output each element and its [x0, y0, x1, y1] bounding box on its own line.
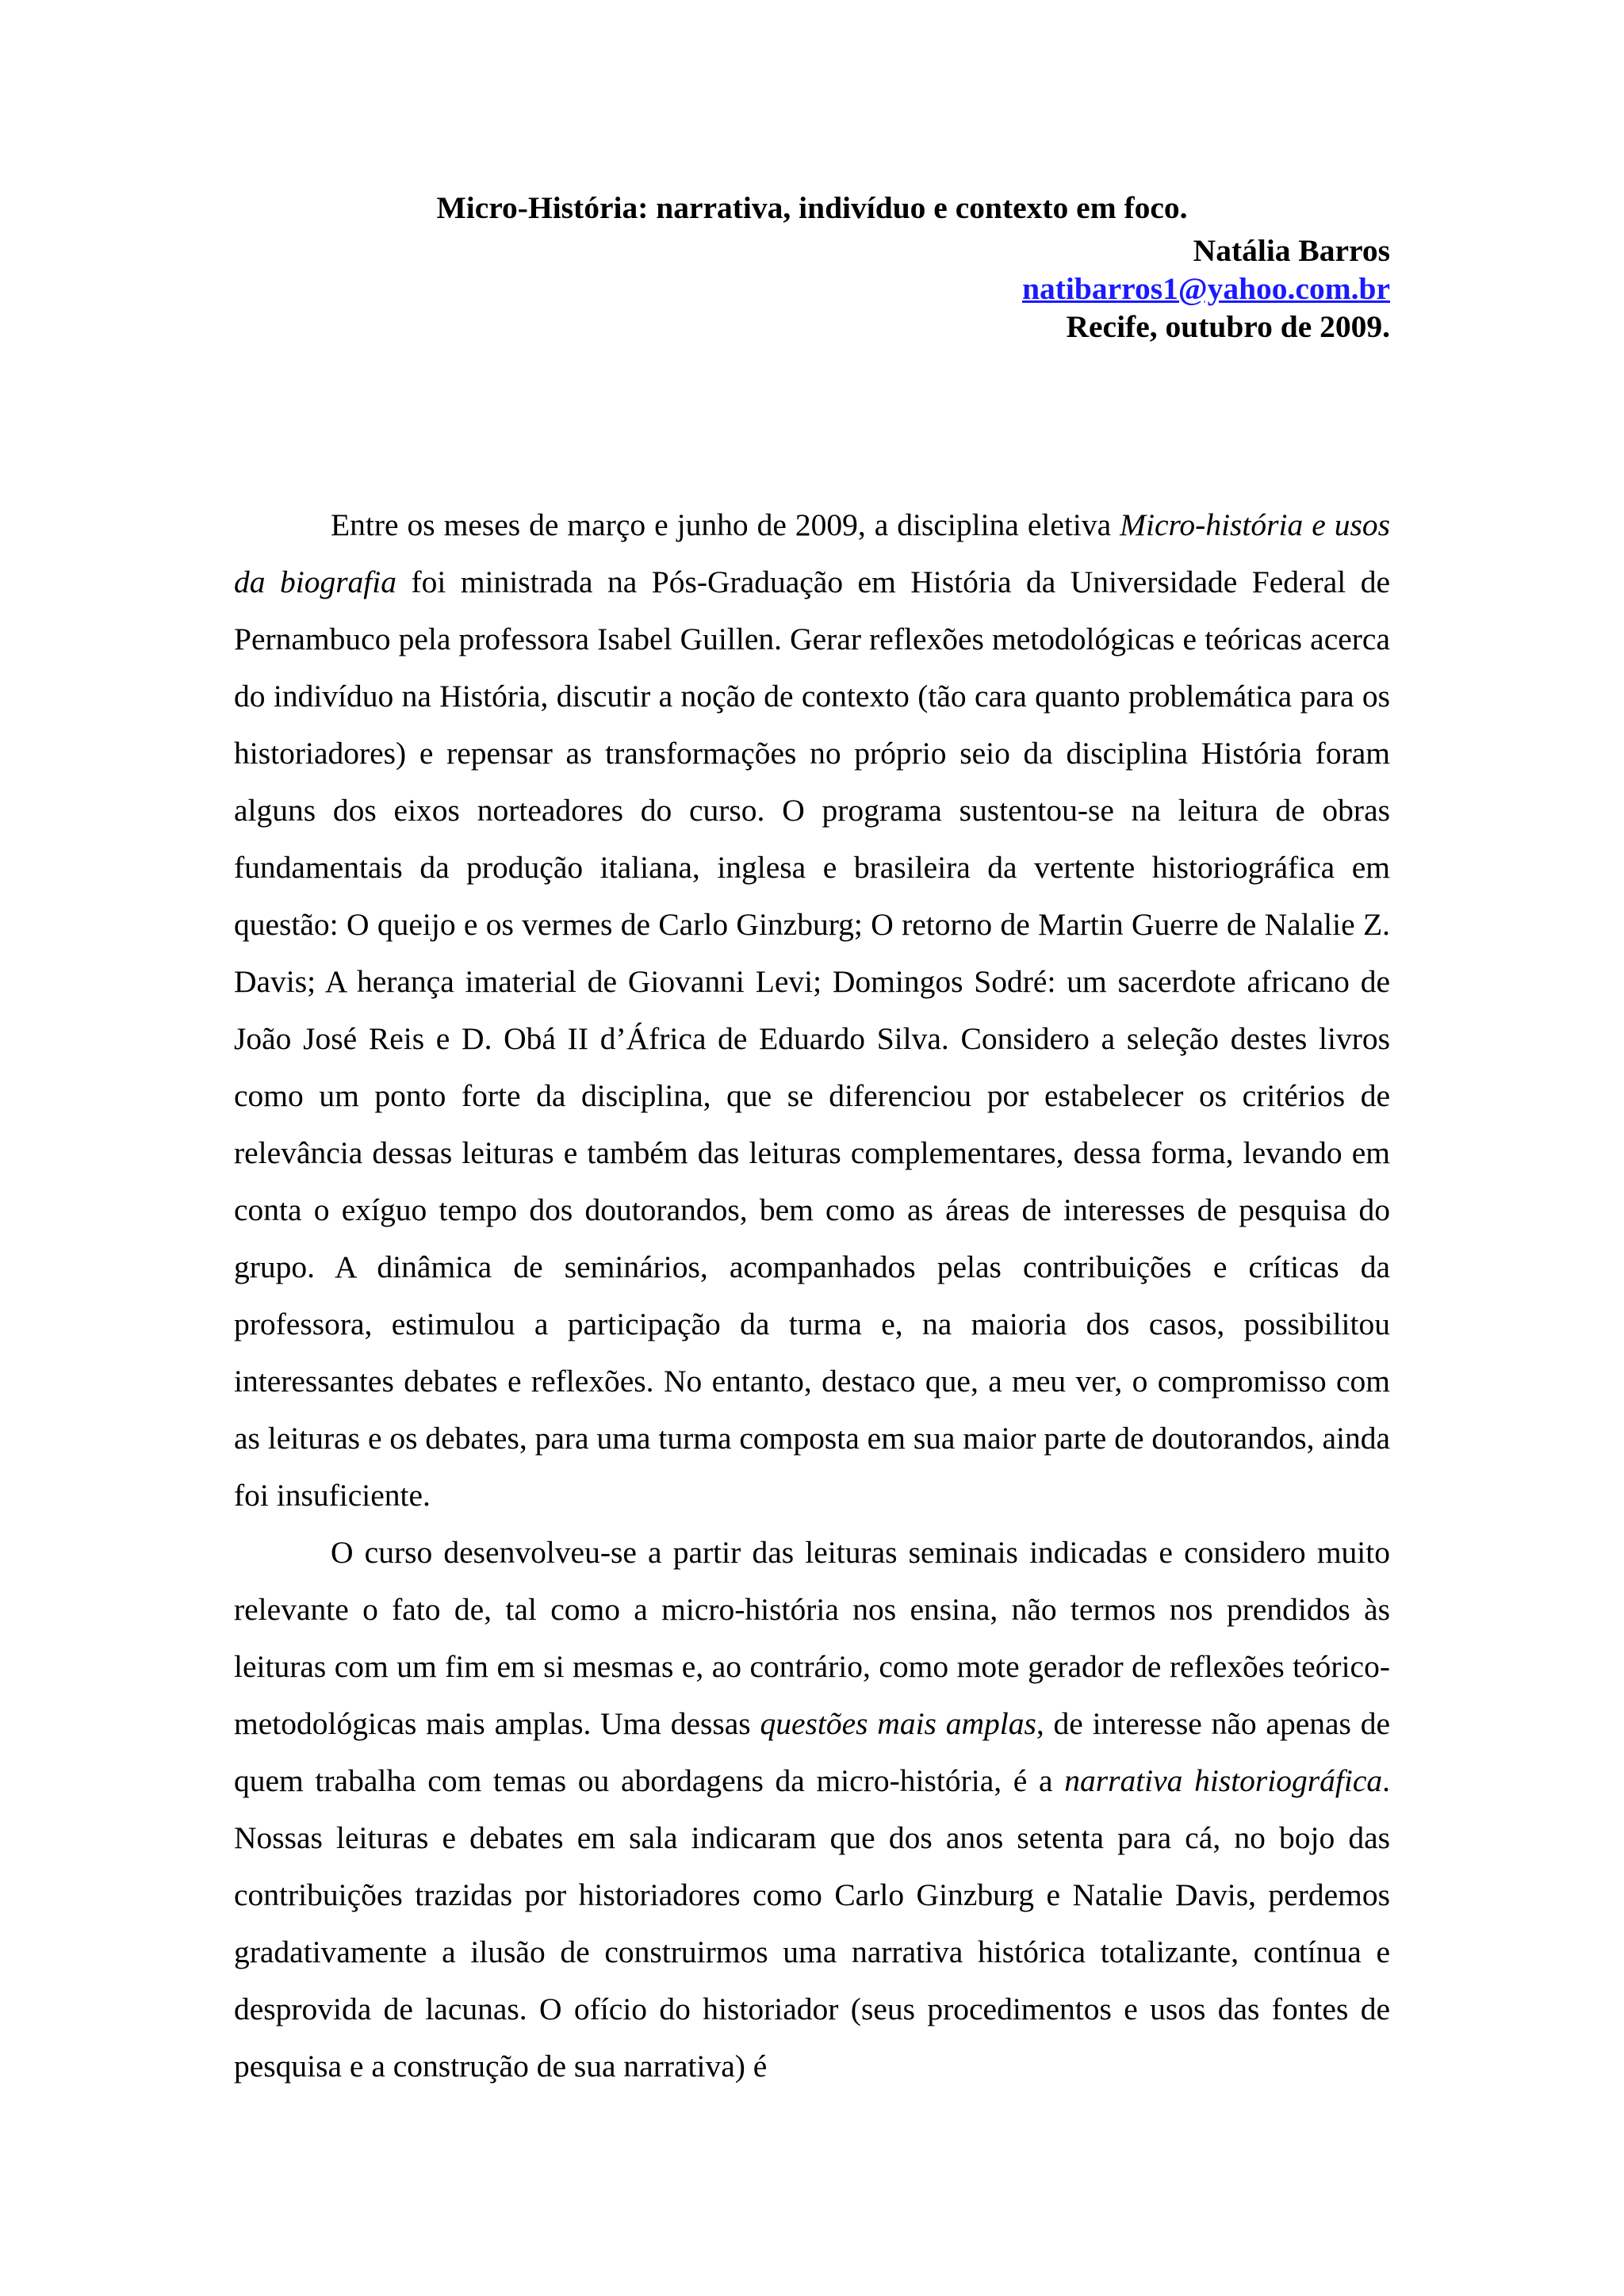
paragraph-1-text-a: Entre os meses de março e junho de 2009, a disciplina eletiva [331, 507, 1120, 542]
paragraph-2-text-a: O curso desenvolveu-se a partir das leituras seminais indicadas e considero muito relevante o fato de, tal como a micro-história nos ensina, não termos nos prendidos às leituras com um fim em si mesmas e, ao contrário, como mote gerador de reflexões teórico-metodológicas mais amplas. Uma dessas [234, 1535, 1390, 1741]
document-title: Micro-História: narrativa, indivíduo e contexto em foco. [436, 190, 1188, 225]
author-block [234, 232, 1390, 346]
paragraph-2-italic-b: narrativa historiográfica [1064, 1763, 1383, 1798]
paragraph-2 [234, 1524, 1390, 2095]
paragraph-2-text-c: . Nossas leituras e debates em sala indicaram que dos anos setenta para cá, no bojo das contribuições trazidas por historiadores como Carlo Ginzburg e Natalie Davis, perdemos gradativamente a ilusão de construirmos uma narrativa histórica totalizante, contínua e desprovida de lacunas. O ofício do historiador (seus procedimentos e usos das fontes de pesquisa e a construção de sua narrativa) é [234, 1763, 1390, 2084]
document-body [234, 496, 1390, 2095]
paragraph-2-text-b: , de interesse não apenas de quem trabalha com temas ou abordagens da micro-história, é a [234, 1706, 1390, 1798]
paragraph-2-italic-a: questões mais amplas [760, 1706, 1036, 1741]
author-email-link[interactable]: natibarros1@yahoo.com.br [1022, 271, 1390, 306]
author-name: Natália Barros [1193, 233, 1390, 268]
paragraph-1-text-b: foi ministrada na Pós-Graduação em História da Universidade Federal de Pernambuco pela professora Isabel Guillen. Gerar reflexões metodológicas e teóricas acerca do indivíduo na História, discutir a noção de contexto (tão cara quanto problemática para os historiadores) e repensar as transformações no próprio seio da disciplina História foram alguns dos eixos norteadores do curso. O programa sustentou-se na leitura de obras fundamentais da produção italiana, inglesa e brasileira da vertente historiográfica em questão: O queijo e os vermes de Carlo Ginzburg; O retorno de Martin Guerre de Nalalie Z. Davis; A herança imaterial de Giovanni Levi; Domingos Sodré: um sacerdote africano de João José Reis e D. Obá II d’África de Eduardo Silva. Considero a seleção destes livros como um ponto forte da disciplina, que se diferenciou por estabelecer os critérios de relevância dessas leituras e também das leituras complementares, dessa forma, levando em conta o exíguo tempo dos doutorandos, bem como as áreas de interesses de pesquisa do grupo. A dinâmica de seminários, acompanhados pelas contribuições e críticas da professora, estimulou a participação da turma e, na maioria dos casos, possibilitou interessantes debates e reflexões. No entanto, destaco que, a meu ver, o compromisso com as leituras e os debates, para uma turma composta em sua maior parte de doutorandos, ainda foi insuficiente. [234, 564, 1390, 1513]
paragraph-1 [234, 496, 1390, 1524]
place-date: Recife, outubro de 2009. [1066, 309, 1390, 344]
paragraph-1-italic-course-title: Micro-história e usos da biografia [234, 507, 1390, 599]
